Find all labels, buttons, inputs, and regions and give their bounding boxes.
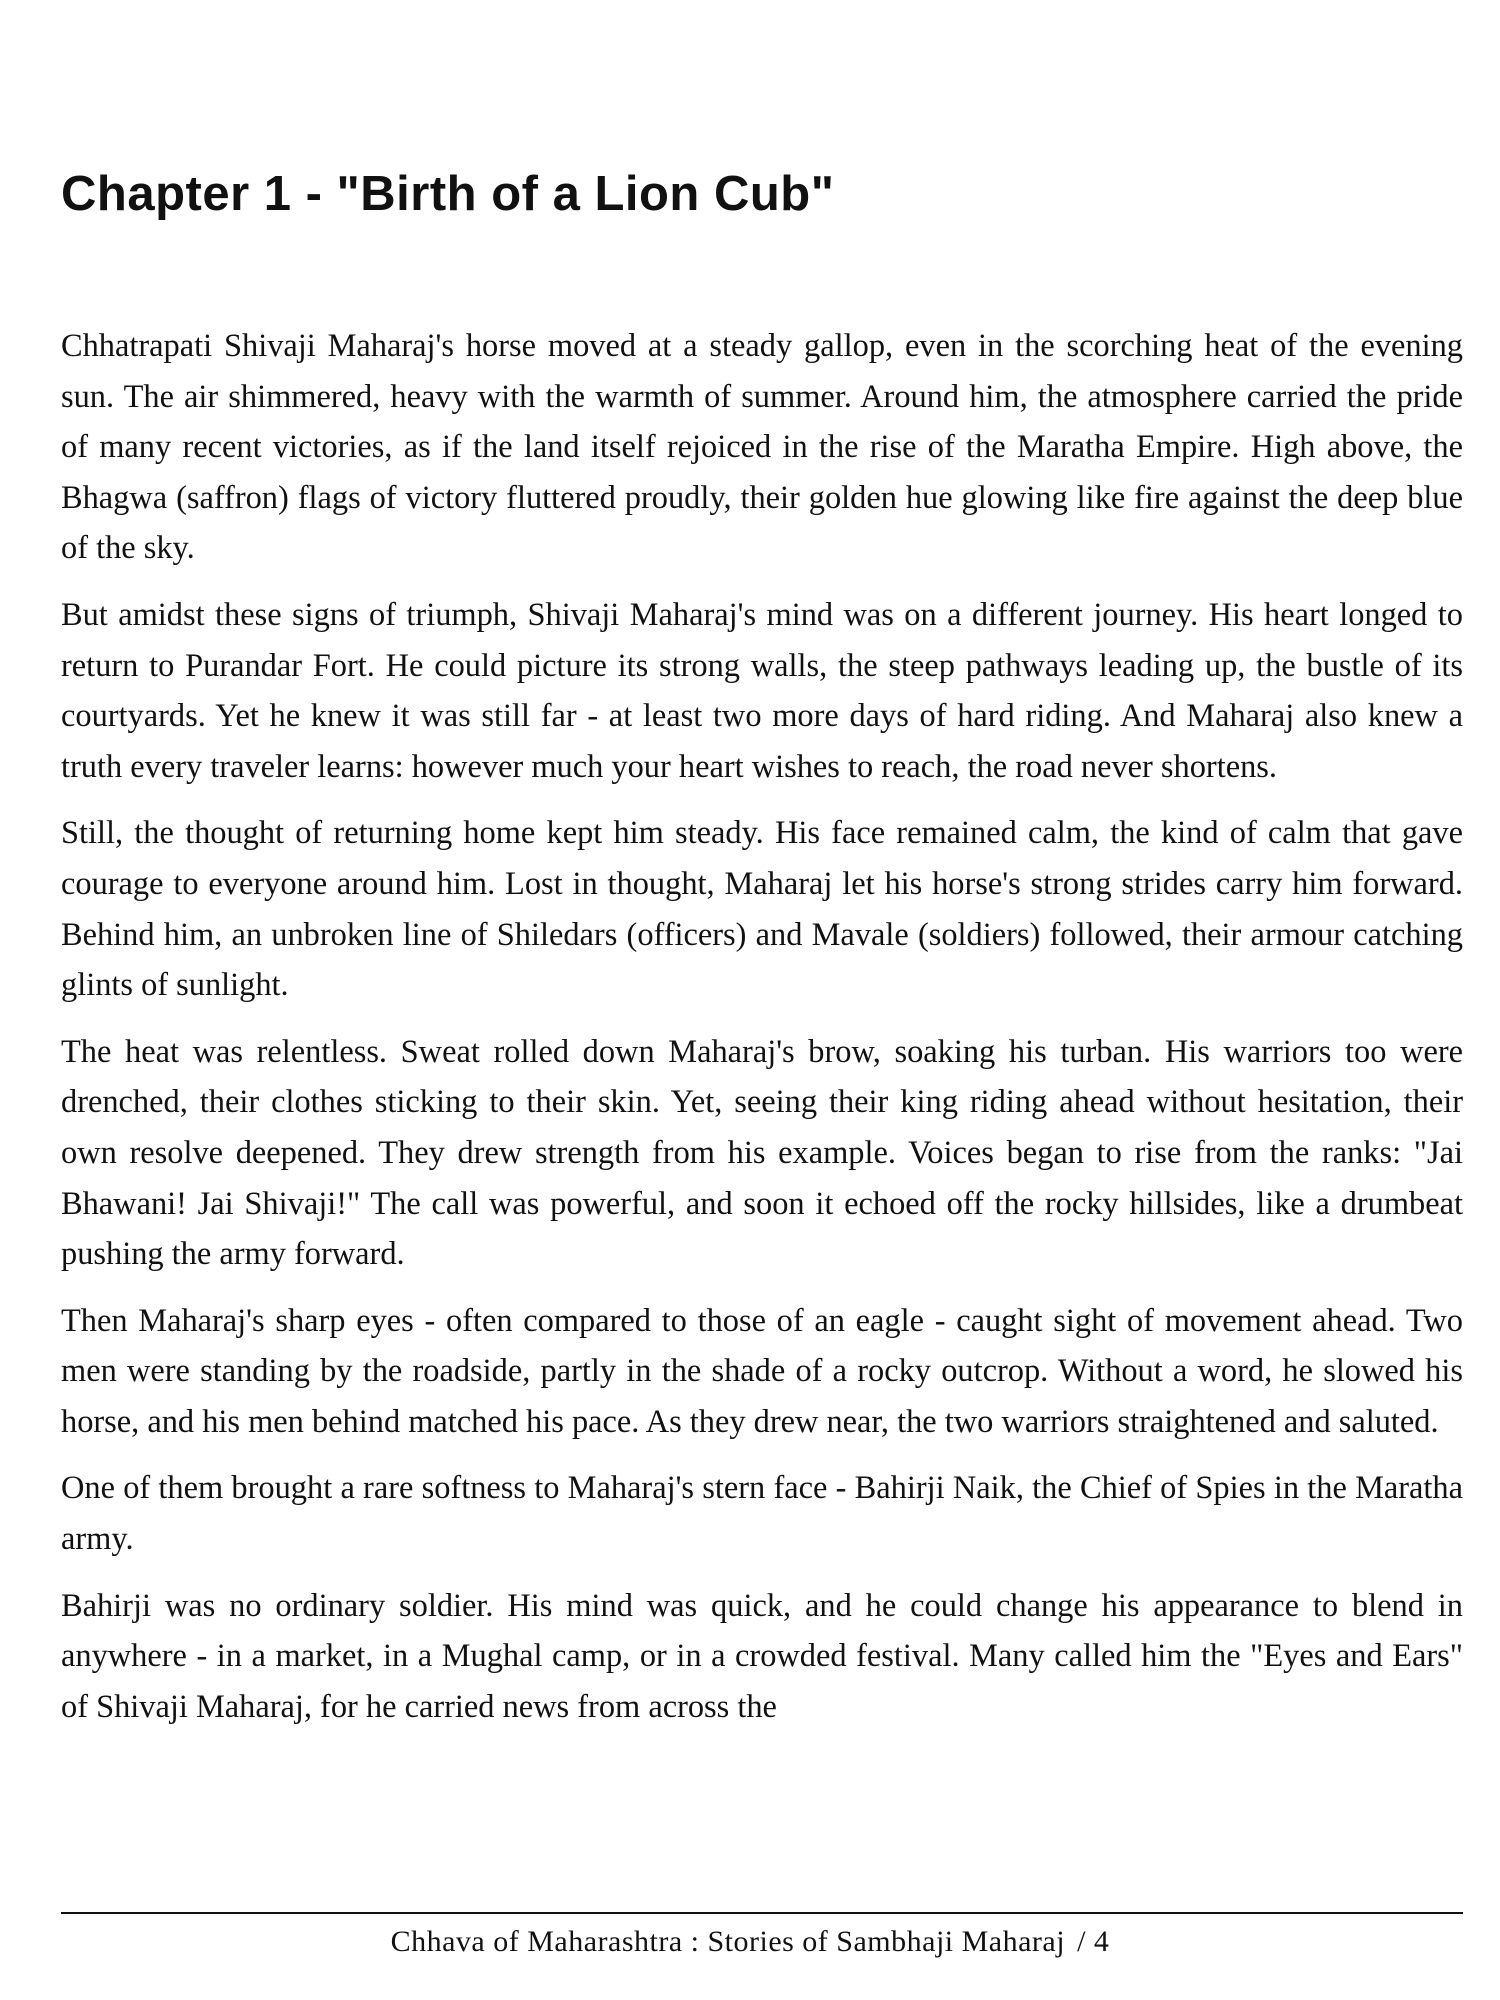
paragraph: Still, the thought of returning home kept him steady. His face remained calm, the kind of calm that gave courage to everyone around him. Lost in thought, Maharaj let his horse's strong strides carry him forward. Behind him, an unbroken line of Shiledars (officers) and Mavale (soldiers) followed, their armour catching glints of sunlight. xyxy=(61,815,1463,1004)
chapter-title: Chapter 1 - "Birth of a Lion Cub" xyxy=(61,167,835,221)
footer-divider xyxy=(61,1912,1463,1914)
paragraph: Then Maharaj's sharp eyes - often compared to those of an eagle - caught sight of movement ahead. Two men were standing by the roadside, partly in the shade of a rocky outcrop. Without a word, he slowed his horse, and his men behind matched his pace. As they drew near, the two warriors straightened and saluted. xyxy=(61,1302,1463,1440)
paragraph: But amidst these signs of triumph, Shivaji Maharaj's mind was on a different journey. His heart longed to return to Purandar Fort. He could picture its strong walls, the steep pathways leading up, the bustle of its courtyards. Yet he knew it was still far - at least two more days of hard riding. And Maharaj also knew a truth every traveler learns: however much your heart wishes to reach, the road never shortens. xyxy=(61,596,1463,785)
chapter-body xyxy=(61,321,1463,1748)
paragraph: Chhatrapati Shivaji Maharaj's horse moved at a steady gallop, even in the scorching heat of the evening sun. The air shimmered, heavy with the warmth of summer. Around him, the atmosphere carried the pride of many recent victories, as if the land itself rejoiced in the rise of the Maratha Empire. High above, the Bhagwa (saffron) flags of victory fluttered proudly, their golden hue glowing like fire against the deep blue of the sky. xyxy=(61,328,1463,567)
page-number: / 4 xyxy=(1077,1925,1110,1958)
paragraph: One of them brought a rare softness to Maharaj's stern face - Bahirji Naik, the Chief of Spies in the Maratha army. xyxy=(61,1470,1463,1558)
page-footer xyxy=(0,1922,1500,1962)
paragraph: Bahirji was no ordinary soldier. His mind was quick, and he could change his appearance to blend in anywhere - in a market, in a Mughal camp, or in a crowded festival. Many called him the "Eyes and Ears" of Shivaji Maharaj, for he carried news from across the xyxy=(61,1587,1463,1725)
paragraph: The heat was relentless. Sweat rolled down Maharaj's brow, soaking his turban. His warriors too were drenched, their clothes sticking to their skin. Yet, seeing their king riding ahead without hesitation, their own resolve deepened. They drew strength from his example. Voices began to rise from the ranks: "Jai Bhawani! Jai Shivaji!" The call was powerful, and soon it echoed off the rocky hillsides, like a drumbeat pushing the army forward. xyxy=(61,1033,1463,1273)
footer-book-title: Chhava of Maharashtra : Stories of Sambhaji Maharaj xyxy=(390,1925,1066,1958)
